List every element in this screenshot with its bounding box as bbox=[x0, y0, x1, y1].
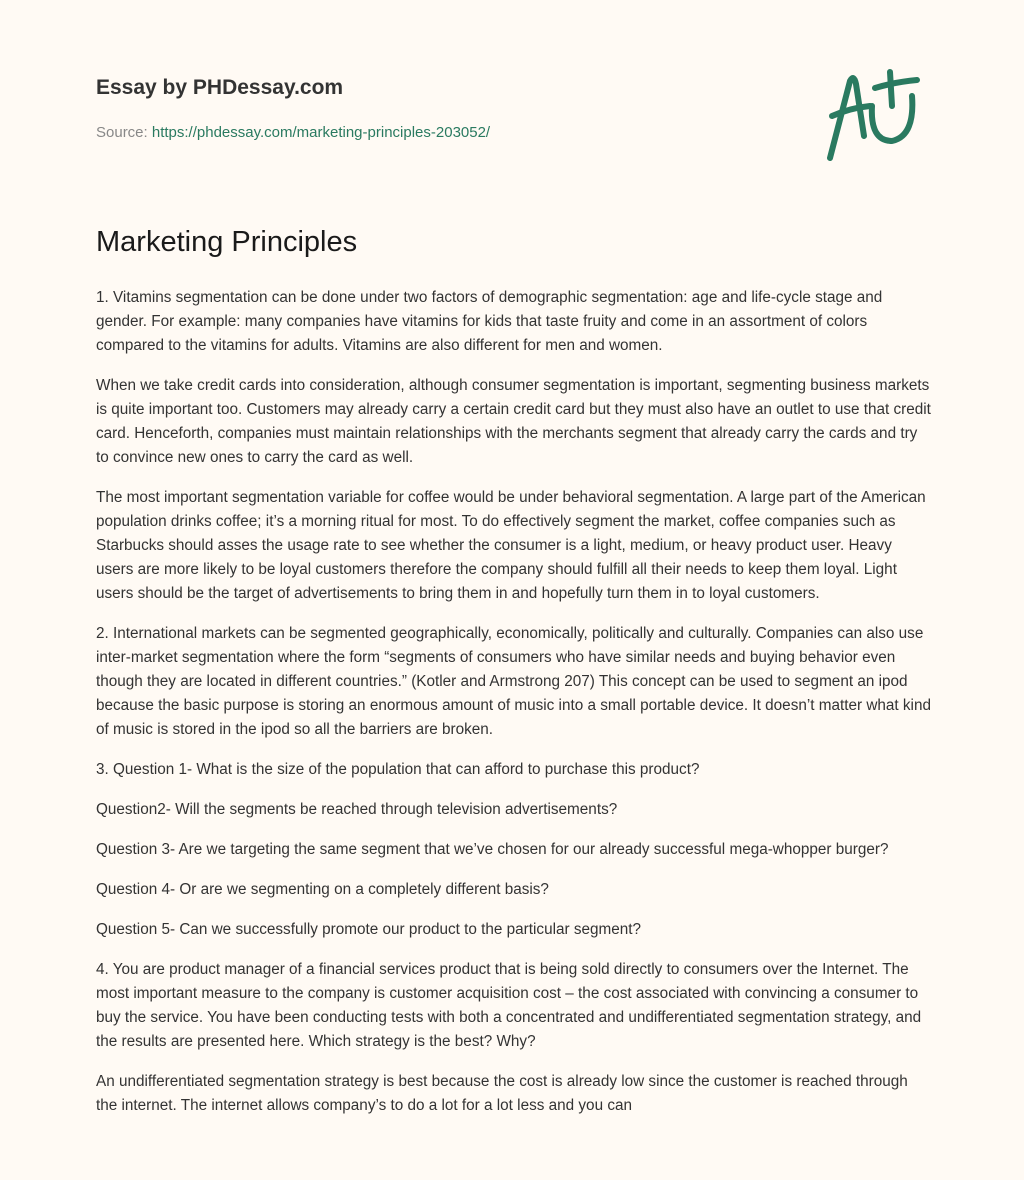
paragraph: 4. You are product manager of a financial services product that is being sold directly to consumers over the Internet. The most important measure to the company is customer acquisition cost – the cost associated with convincing a consumer to buy the service. You have been conducting tests with both a concentrated and undifferentiated segmentation strategy, and the results are presented here. Which strategy is the best? Why? bbox=[96, 961, 922, 1050]
essay-body bbox=[96, 286, 932, 1134]
a-plus-logo-icon bbox=[820, 66, 930, 166]
paragraph: When we take credit cards into consideration, although consumer segmentation is important, segmenting business markets is quite important too. Customers may already carry a certain credit card but they must also have an outlet to use that credit card. Henceforth, companies must maintain relationships with the merchants segment that already carry the cards and try to convince new ones to carry the card as well. bbox=[96, 377, 931, 466]
source-line bbox=[96, 124, 490, 141]
brand-title: Essay by PHDessay.com bbox=[96, 76, 344, 99]
source-link[interactable]: https://phdessay.com/marketing-principles-203052/ bbox=[151, 124, 491, 141]
paragraph: 1. Vitamins segmentation can be done under two factors of demographic segmentation: age and life-cycle stage and gender. For example: many companies have vitamins for kids that taste fruity and come in an assortment of colors compared to the vitamins for adults. Vitamins are also different for men and women. bbox=[96, 289, 883, 354]
paragraph: The most important segmentation variable for coffee would be under behavioral segmentation. A large part of the American population drinks coffee; it’s a morning ritual for most. To do effectively segment the market, coffee companies such as Starbucks should asses the usage rate to see whether the consumer is a light, medium, or heavy product user. Heavy users are more likely to be loyal customers therefore the company should fulfill all their needs to keep them loyal. Light users should be the target of advertisements to bring them in and hopefully turn them in to loyal customers. bbox=[96, 489, 926, 602]
paragraph: 2. International markets can be segmented geographically, economically, politically and culturally. Companies can also use inter-market segmentation where the form “segments of consumers who have similar needs and buying behavior even though they are located in different countries.” (Kotler and Armstrong 207) This concept can be used to segment an ipod because the basic purpose is storing an enormous amount of music into a small portable device. It doesn’t matter what kind of music is stored in the ipod so all the barriers are broken. bbox=[96, 625, 931, 738]
paragraph: Question 5- Can we successfully promote our product to the particular segment? bbox=[96, 921, 642, 938]
page-title: Marketing Principles bbox=[96, 226, 358, 258]
paragraph: Question2- Will the segments be reached through television advertisements? bbox=[96, 801, 618, 818]
paragraph: An undifferentiated segmentation strategy is best because the cost is already low since the customer is reached through the internet. The internet allows company’s to do a lot for a lot less and you can bbox=[96, 1073, 908, 1114]
source-label: Source: bbox=[96, 124, 148, 141]
paragraph: 3. Question 1- What is the size of the population that can afford to purchase this product? bbox=[96, 761, 700, 778]
paragraph: Question 3- Are we targeting the same segment that we’ve chosen for our already successful mega-whopper burger? bbox=[96, 841, 889, 858]
paragraph: Question 4- Or are we segmenting on a completely different basis? bbox=[96, 881, 549, 898]
